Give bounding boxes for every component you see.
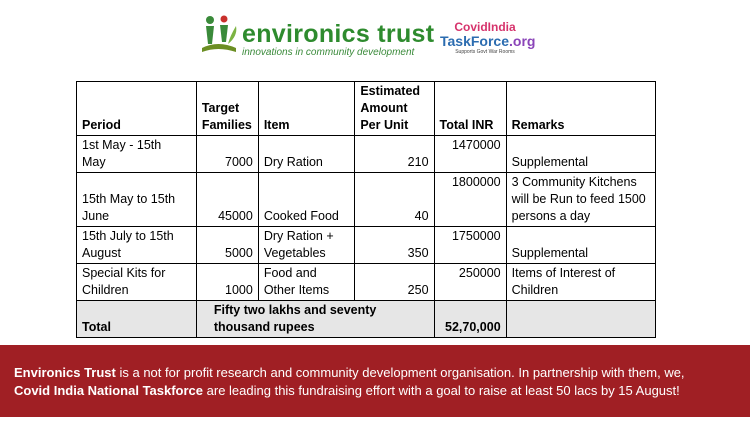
- cell-period: 15th May to 15th June: [77, 173, 197, 227]
- total-label: Total: [77, 301, 197, 338]
- cell-period: 1st May - 15th May: [77, 136, 197, 173]
- header-estimated-amount: Estimated Amount Per Unit: [355, 82, 434, 136]
- banner-org-environics: Environics Trust: [14, 365, 116, 380]
- cell-amount: 40: [355, 173, 434, 227]
- covid-logo-line1: CovidIndia: [454, 20, 516, 34]
- total-amount: 52,70,000: [434, 301, 506, 338]
- cell-total: 1800000: [434, 173, 506, 227]
- banner-text-1: is a not for profit research and community development organisation. In partnership with them, we,: [115, 365, 685, 380]
- cell-remarks: Items of Interest of Children: [506, 264, 655, 301]
- cell-period: Special Kits for Children: [77, 264, 197, 301]
- covid-india-taskforce-logo: [440, 20, 536, 66]
- covid-logo-org: .org: [509, 33, 536, 49]
- cell-total: 1470000: [434, 136, 506, 173]
- table-row: [77, 227, 656, 264]
- cell-remarks: Supplemental: [506, 136, 655, 173]
- cell-amount: 250: [355, 264, 434, 301]
- environics-trust-logo: [200, 14, 435, 60]
- covid-logo-taskforce: TaskForce: [440, 33, 509, 49]
- total-remarks-empty: [506, 301, 655, 338]
- cell-families: 7000: [196, 136, 258, 173]
- budget-table: [76, 81, 656, 338]
- total-row: [77, 301, 656, 338]
- logo-header: [0, 0, 750, 70]
- banner-text-2: are leading this fundraising effort with a goal to raise at least 50 lacs by 15 August!: [203, 383, 680, 398]
- cell-amount: 350: [355, 227, 434, 264]
- covid-logo-tagline: Supports Govt War Rooms: [455, 49, 515, 55]
- environics-trust-name: environics trust: [242, 20, 435, 48]
- cell-item: Dry Ration + Vegetables: [258, 227, 354, 264]
- cell-remarks: Supplemental: [506, 227, 655, 264]
- cell-families: 45000: [196, 173, 258, 227]
- banner-line-1: [14, 364, 744, 382]
- cell-period: 15th July to 15th August: [77, 227, 197, 264]
- cell-remarks: 3 Community Kitchens will be Run to feed 1500 persons a day: [506, 173, 655, 227]
- header-total-inr: Total INR: [434, 82, 506, 136]
- table-header-row: [77, 82, 656, 136]
- table-row: [77, 173, 656, 227]
- header-period: Period: [77, 82, 197, 136]
- cell-item: Cooked Food: [258, 173, 354, 227]
- table-row: [77, 264, 656, 301]
- total-in-words: Fifty two lakhs and seventy thousand rupees: [196, 301, 434, 338]
- header-remarks: Remarks: [506, 82, 655, 136]
- banner-org-covid: Covid India National Taskforce: [14, 383, 204, 398]
- environics-trust-tagline: innovations in community development: [242, 47, 415, 58]
- cell-total: 250000: [434, 264, 506, 301]
- banner-line-2: [14, 382, 744, 400]
- people-leaf-icon: [200, 14, 240, 58]
- cell-item: Dry Ration: [258, 136, 354, 173]
- fundraising-banner: [0, 345, 750, 417]
- cell-item: Food and Other Items: [258, 264, 354, 301]
- cell-families: 5000: [196, 227, 258, 264]
- cell-amount: 210: [355, 136, 434, 173]
- header-item: Item: [258, 82, 354, 136]
- cell-total: 1750000: [434, 227, 506, 264]
- header-target-families: Target Families: [196, 82, 258, 136]
- table-row: [77, 136, 656, 173]
- covid-logo-line2: [440, 33, 536, 49]
- cell-families: 1000: [196, 264, 258, 301]
